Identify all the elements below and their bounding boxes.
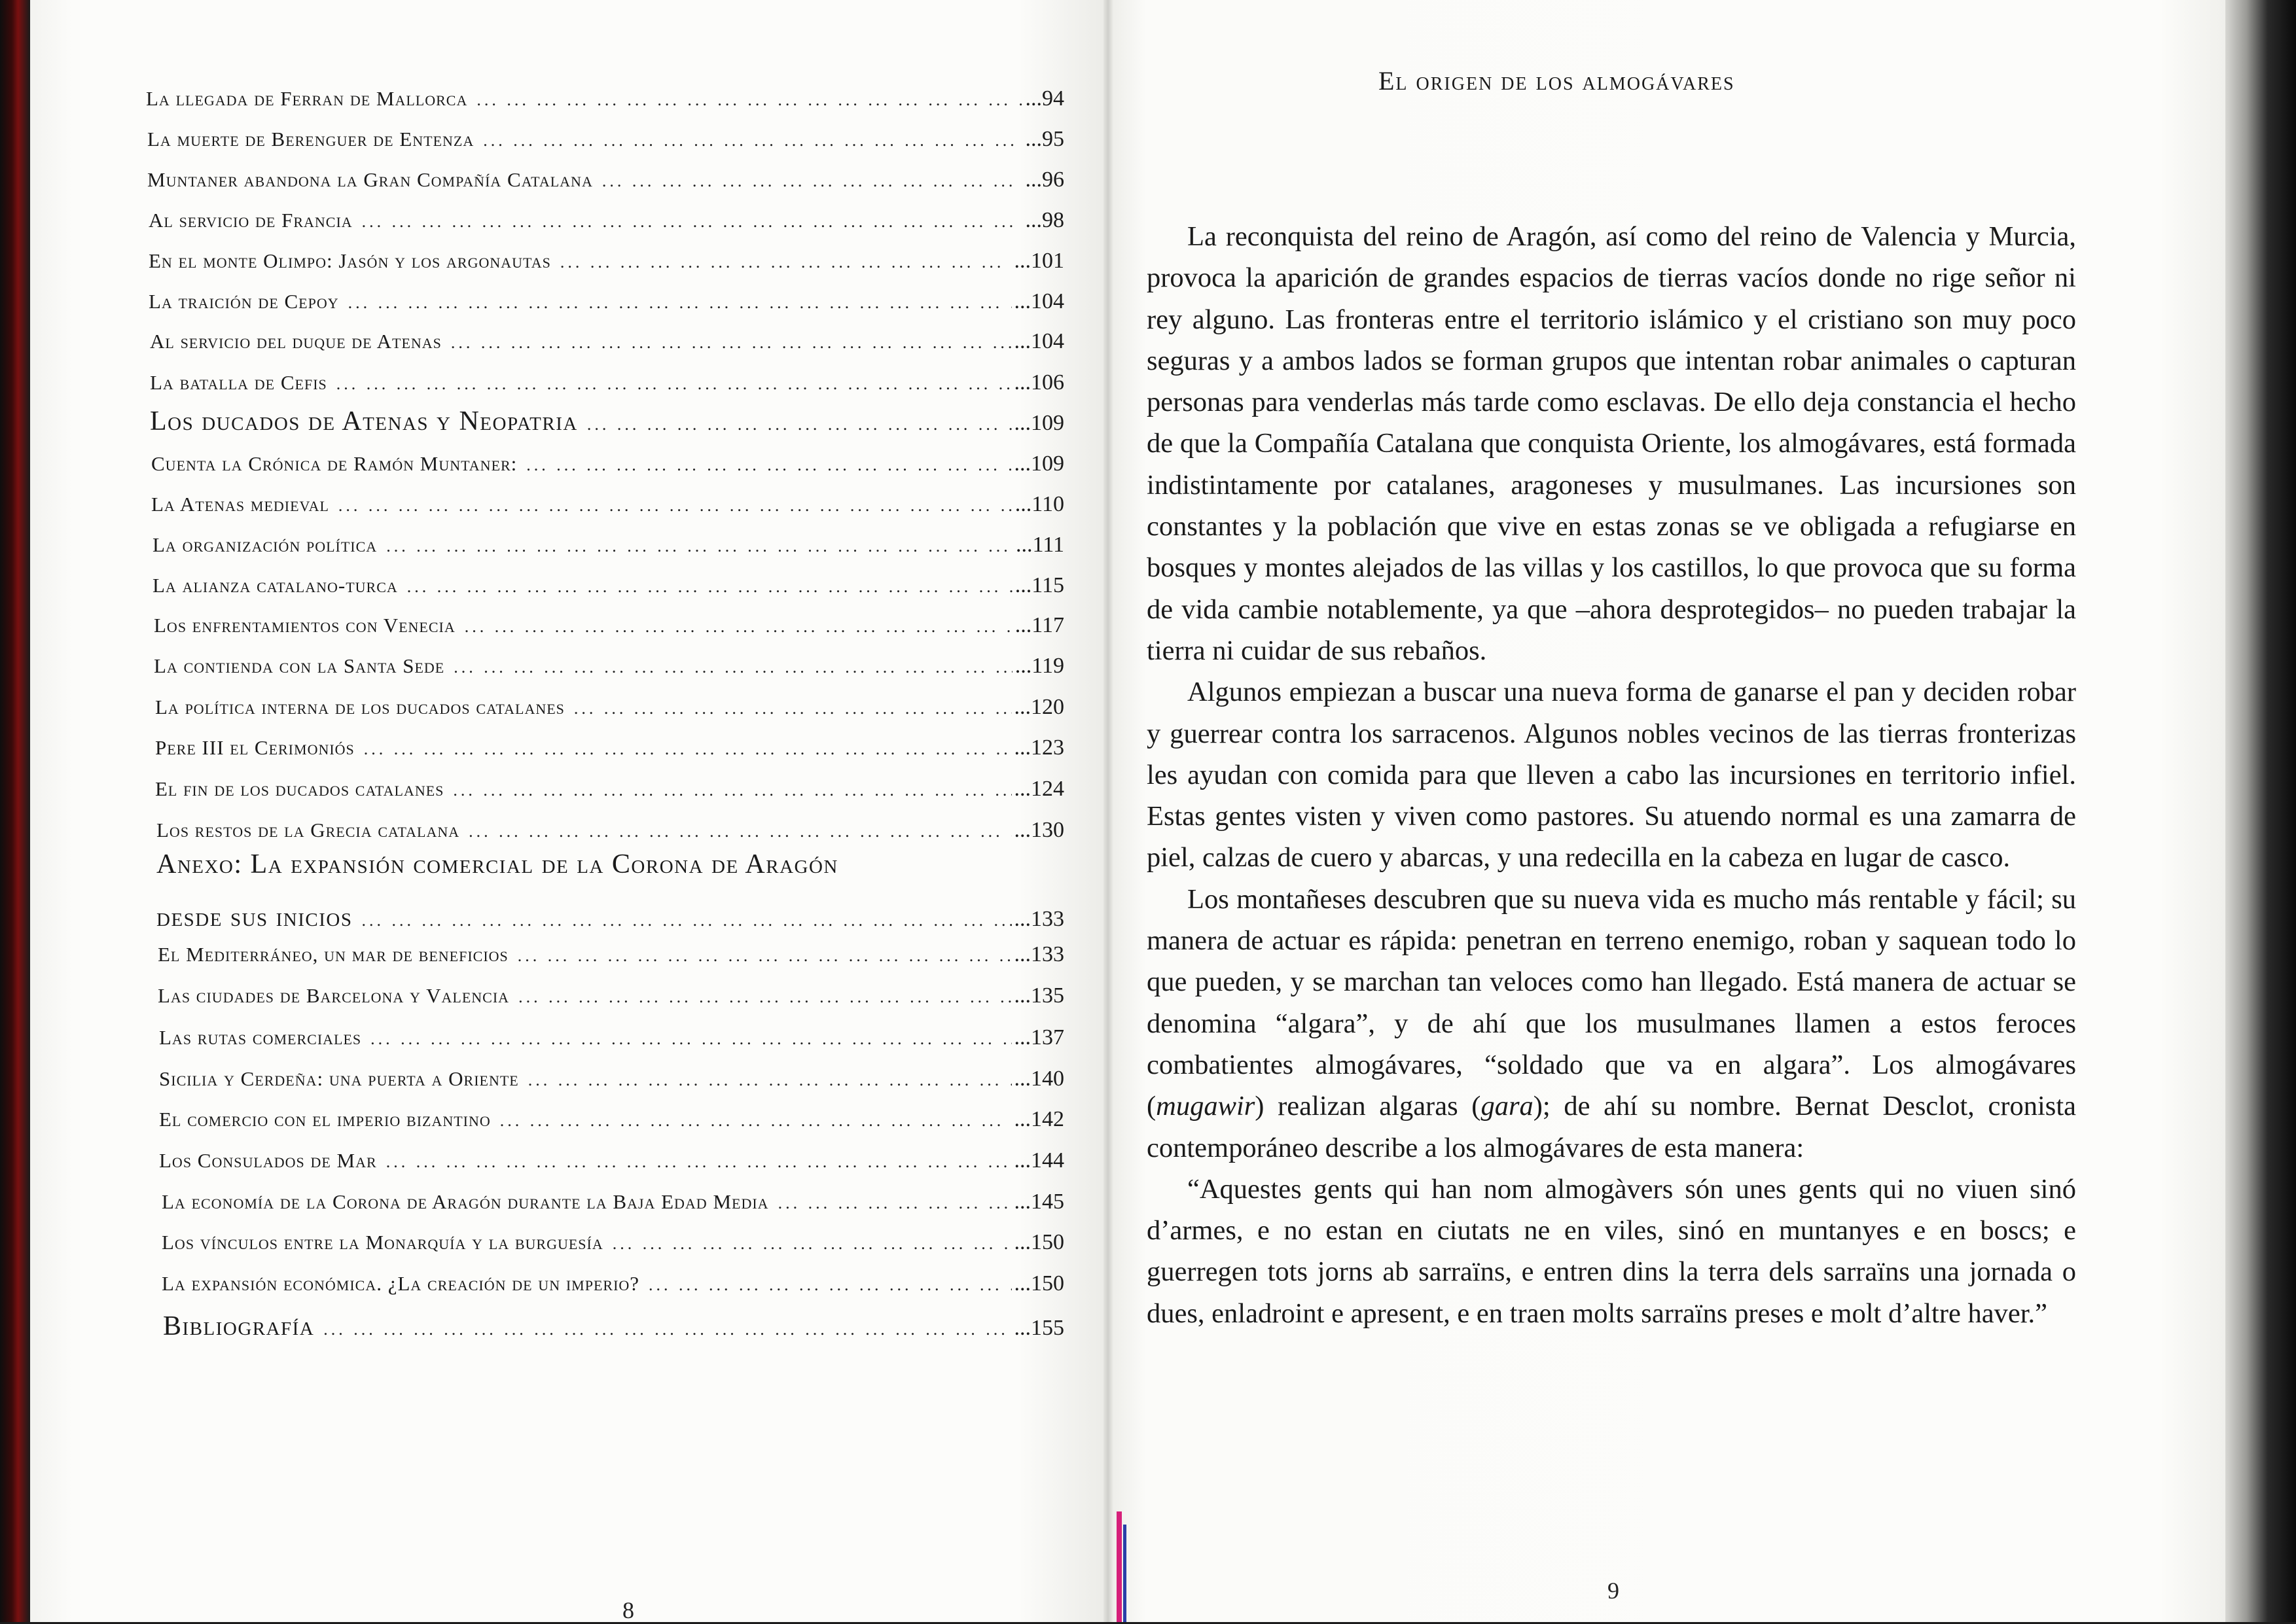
- quote-paragraph: “Aquestes gents qui han nom almogàvers són unes gents qui no viuen sinó d’armes, e no estan en ciutats ne en viles, sinó en muntanyes e en boscs; e guerregen tots jorns ab sarraïns, e entren dins la terra dels sarraïns una jornada o dues, enladroint e apresent, e en traen molts sarraïns preses e molt d’altre haver.”: [1147, 1173, 2076, 1329]
- toc-page-number: ...155: [1014, 1316, 1064, 1340]
- dot-leader: [613, 1234, 1012, 1254]
- dot-leader: [649, 1275, 1011, 1295]
- dot-leader: [338, 496, 1013, 516]
- toc-entry: [151, 451, 1064, 476]
- toc-entry: [159, 1025, 1064, 1050]
- dot-leader: [407, 577, 1013, 597]
- dot-leader: [465, 617, 1013, 637]
- italic-term: gara: [1480, 1091, 1534, 1122]
- toc-entry-title: En el monte Olimpo: Jasón y los argonautas: [149, 249, 551, 272]
- toc-entry: [159, 1107, 1064, 1132]
- toc-entry-title: El fin de los ducados catalanes: [155, 777, 444, 800]
- toc-page-number: ...111: [1016, 533, 1064, 557]
- paragraph: [1147, 879, 2076, 1169]
- page-number-left: 8: [622, 1597, 634, 1623]
- toc-page-number: ...140: [1014, 1067, 1064, 1091]
- toc-page-number: ...101: [1014, 249, 1064, 273]
- dot-leader: [336, 374, 1012, 394]
- toc-entry-title: La expansión económica. ¿La creación de un imperio?: [162, 1272, 640, 1295]
- text-run: ) realizan algaras (: [1255, 1091, 1481, 1122]
- toc-entry-title: La batalla de Cefis: [150, 371, 327, 394]
- dot-leader: [386, 1152, 1012, 1172]
- toc-entry: [152, 533, 1064, 557]
- toc-entry-title: La muerte de Berenguer de Entenza: [147, 128, 475, 150]
- toc-entry: [147, 127, 1064, 152]
- toc-page-number: ...135: [1014, 983, 1064, 1008]
- toc-entry-title: La organización política: [152, 533, 378, 556]
- toc-page-number: ...119: [1014, 654, 1064, 678]
- dot-leader: [364, 739, 1012, 759]
- toc-entry-title: El comercio con el imperio bizantino: [159, 1108, 491, 1131]
- toc-entry: [150, 370, 1064, 395]
- toc-page-number: ...123: [1014, 735, 1064, 760]
- dot-leader: [778, 1193, 1012, 1213]
- dot-leader: [587, 415, 1012, 434]
- dot-leader: [560, 253, 1012, 272]
- bookmark-ribbon: [1123, 1525, 1126, 1622]
- toc-entry: [156, 818, 1064, 843]
- text-run: Los montañeses descubren que su nueva vida es mucho más rentable y fácil; su manera de actuar es rápida: penetran en terreno enemigo, roban y saquean todo lo que pueden, y se marchan tan veloces como han llegado. Está manera de actuar se denomina “algara”, y de ahí que los musulmanes llamen a estos feroces combatientes almogávares, “soldado que va en algara”. Los almogávares (: [1147, 883, 2076, 1122]
- dot-leader: [469, 822, 1011, 841]
- toc-page-number: ...137: [1014, 1025, 1064, 1050]
- toc-entry: [158, 942, 1064, 967]
- italic-term: mugawir: [1156, 1091, 1255, 1122]
- book-edge-right: [2225, 0, 2296, 1622]
- toc-page-number: ...145: [1014, 1190, 1064, 1214]
- toc-entry: [152, 573, 1064, 598]
- toc-entry: [149, 289, 1064, 314]
- dot-leader: [602, 171, 1023, 191]
- toc-entry-title: Las ciudades de Barcelona y Valencia: [158, 984, 510, 1007]
- toc-entry-title: Pere III el Cerimoniós: [155, 736, 355, 759]
- toc-page-number: ...104: [1014, 289, 1064, 313]
- toc-page-number: ...109: [1014, 451, 1064, 476]
- toc-entry: [155, 695, 1064, 720]
- toc-page-number: ...106: [1014, 370, 1064, 395]
- toc-entry: [149, 249, 1064, 274]
- toc-page-number: ...110: [1014, 492, 1064, 516]
- toc-entry: [150, 329, 1064, 354]
- toc-page-number: ...96: [1025, 168, 1064, 192]
- running-head: El origen de los almogávares: [1378, 66, 1735, 96]
- toc-page-number: ...130: [1014, 818, 1064, 842]
- toc-entry-title: La llegada de Ferran de Mallorca: [146, 87, 468, 110]
- dot-leader: [574, 699, 1012, 718]
- toc-page-number: ...133: [1014, 942, 1064, 966]
- toc-entry-title: Bibliografía: [163, 1311, 315, 1341]
- toc-entry: [151, 492, 1064, 517]
- toc-entry: [146, 86, 1064, 111]
- toc-entry: [159, 1067, 1064, 1091]
- toc-entry-title: El Mediterráneo, un mar de beneficios: [158, 943, 509, 966]
- toc-page-number: ...109: [1014, 411, 1064, 435]
- left-page: [30, 0, 1103, 1622]
- toc-entry-title: Los ducados de Atenas y Neopatria: [150, 406, 578, 436]
- toc-entry: [162, 1190, 1064, 1214]
- toc-entry-title: Los enfrentamientos con Venecia: [154, 614, 456, 637]
- toc-page-number: ...124: [1014, 777, 1064, 801]
- toc-entry: [159, 1148, 1064, 1173]
- toc-page-number: ...98: [1025, 208, 1064, 232]
- dot-leader: [528, 1070, 1012, 1090]
- toc-entry-title: Al servicio de Francia: [149, 209, 353, 232]
- toc-page-number: ...133: [1014, 907, 1064, 931]
- book-edge-left: [0, 0, 30, 1622]
- toc-entry: [155, 735, 1064, 760]
- toc-page-number: ...150: [1014, 1230, 1064, 1254]
- toc-entry: [162, 1230, 1064, 1255]
- toc-entry: [147, 168, 1064, 192]
- toc-page-number: ...95: [1025, 127, 1064, 151]
- toc-page-number: ...94: [1025, 86, 1064, 111]
- dot-leader: [500, 1111, 1012, 1131]
- toc-page-number: ...150: [1014, 1271, 1064, 1296]
- toc-entry-title: La traición de Cepoy: [149, 290, 339, 313]
- toc-entry: [154, 654, 1064, 679]
- toc-page-number: ...120: [1014, 695, 1064, 719]
- toc-entry-title: desde sus inicios: [156, 902, 353, 932]
- toc-entry-title: Muntaner abandona la Gran Compañía Catalana: [147, 168, 593, 191]
- dot-leader: [518, 987, 1011, 1007]
- toc-page-number: ...142: [1014, 1107, 1064, 1131]
- dot-leader: [362, 212, 1023, 232]
- toc-entry-title: Cuenta la Crónica de Ramón Muntaner:: [151, 452, 518, 475]
- toc-entry: [154, 613, 1064, 638]
- toc-page-number: ...104: [1014, 329, 1064, 353]
- toc-entry: [155, 777, 1064, 802]
- toc-entry-title: La economía de la Corona de Aragón durante la Baja Edad Media: [162, 1190, 769, 1213]
- page-number-right: 9: [1607, 1578, 1619, 1604]
- dot-leader: [451, 333, 1012, 353]
- toc-page-number: ...115: [1014, 573, 1064, 597]
- toc-entry-title: Los vínculos entre la Monarquía y la burguesía: [162, 1231, 603, 1254]
- dot-leader: [518, 946, 1012, 966]
- toc-entry-title: Las rutas comerciales: [159, 1026, 362, 1049]
- paragraph: Algunos empiezan a buscar una nueva forma de ganarse el pan y deciden robar y guerrear contra los sarracenos. Algunos nobles vecinos de las tierras fronterizas les ayudan con comida para que lleven a cabo las incursiones en territorio infiel. Estas gentes visten y viven como pastores. Su atuendo normal es una zamarra de piel, calzas de cuero y abarcas, y una redecilla en la cabeza en lugar de casco.: [1147, 677, 2076, 874]
- toc-page-number: ...117: [1014, 613, 1064, 637]
- table-of-contents: [30, 0, 1103, 1622]
- bookmark-ribbon: [1117, 1511, 1122, 1622]
- toc-entry: [149, 208, 1064, 233]
- toc-entry-title: La política interna de los ducados catalanes: [155, 696, 565, 718]
- dot-leader: [370, 1029, 1011, 1049]
- toc-entry: [163, 1311, 1064, 1342]
- toc-entry-title: Los Consulados de Mar: [159, 1149, 377, 1172]
- toc-entry: [150, 406, 1064, 437]
- body-text: [1147, 216, 2076, 1334]
- toc-entry-title: La contienda con la Santa Sede: [154, 654, 445, 677]
- paragraph: La reconquista del reino de Aragón, así como del reino de Valencia y Murcia, provoca la aparición de grandes espacios de tierras vacíos donde no rige señor ni rey alguno. Las fronteras entre el territorio islámico y el cristiano son muy poco seguras y a ambos lados se forman grupos que intentan robar animales o capturan personas para venderlas más tarde como esclavas. De ello deja constancia el hecho de que la Compañía Catalana que conquista Oriente, los almogávares, está formada indistintamente por catalanes, aragoneses y musulmanes. Las incursiones son constantes y la población que vive en estas zonas se ve obligada a refugiarse en bosques y montes alejados de las villas y los castillos, lo que provoca que su forma de vida cambie notablemente, ya que –ahora desprotegidos– no pueden trabajar la tierra ni cuidar de sus rebaños.: [1147, 221, 2076, 666]
- toc-entry-title: Al servicio del duque de Atenas: [150, 330, 442, 353]
- toc-entry-title: La Atenas medieval: [151, 493, 329, 516]
- dot-leader: [483, 131, 1022, 150]
- toc-entry-title: La alianza catalano-turca: [152, 574, 398, 597]
- toc-page-number: ...144: [1014, 1148, 1064, 1173]
- text-run: ); de ahí su nombre. Bernat Desclot, cronista contemporáneo describe a los almogávares de esta manera:: [1147, 1091, 2076, 1163]
- toc-entry: [162, 1271, 1064, 1296]
- toc-section-heading: Anexo: La expansión comercial de la Corona de Aragón: [156, 849, 838, 879]
- dot-leader: [526, 455, 1011, 475]
- dot-leader: [361, 911, 1011, 930]
- toc-entry: [156, 902, 1064, 933]
- toc-entry-title: Sicilia y Cerdeña: una puerta a Oriente: [159, 1067, 519, 1090]
- toc-entry: [158, 983, 1064, 1008]
- book-gutter: [1103, 0, 1113, 1622]
- dot-leader: [323, 1320, 1011, 1339]
- dot-leader: [476, 90, 1022, 110]
- dot-leader: [454, 658, 1012, 677]
- toc-entry-title: Los restos de la Grecia catalana: [156, 819, 460, 841]
- dot-leader: [453, 781, 1011, 800]
- dot-leader: [348, 293, 1012, 313]
- dot-leader: [386, 537, 1013, 556]
